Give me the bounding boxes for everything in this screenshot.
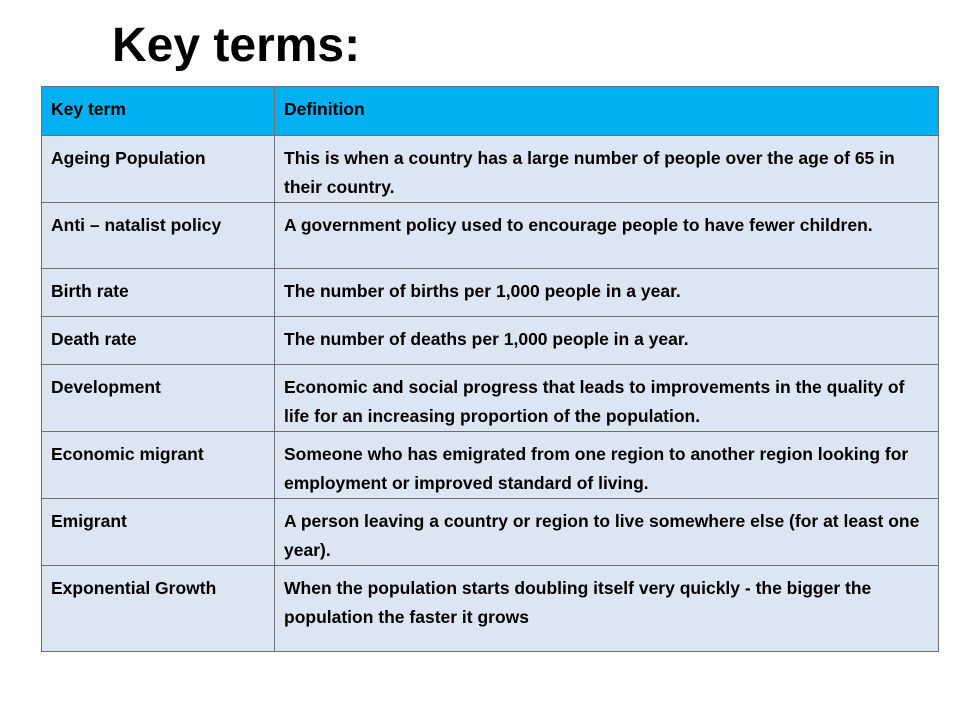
header-definition: Definition [275,87,939,136]
header-key-term: Key term [42,87,275,136]
term-cell: Ageing Population [42,136,275,203]
term-cell: Exponential Growth [42,566,275,652]
table-row [42,566,939,652]
table-row [42,317,939,365]
term-cell: Anti – natalist policy [42,203,275,269]
definition-cell: A person leaving a country or region to live somewhere else (for at least one year). [275,499,939,566]
table-row [42,432,939,499]
term-cell: Death rate [42,317,275,365]
term-cell: Economic migrant [42,432,275,499]
table-row [42,203,939,269]
definition-cell: The number of births per 1,000 people in a year. [275,269,939,317]
table-row [42,269,939,317]
definition-cell: A government policy used to encourage people to have fewer children. [275,203,939,269]
definition-cell: This is when a country has a large number of people over the age of 65 in their country. [275,136,939,203]
table-row [42,499,939,566]
term-cell: Development [42,365,275,432]
table-header-row [42,87,939,136]
table-row [42,365,939,432]
term-cell: Emigrant [42,499,275,566]
definition-cell: Someone who has emigrated from one region to another region looking for employment or improved standard of living. [275,432,939,499]
term-cell: Birth rate [42,269,275,317]
page-title: Key terms: [112,19,361,72]
definition-cell: When the population starts doubling itself very quickly - the bigger the population the faster it grows [275,566,939,652]
key-terms-table [41,86,939,652]
definition-cell: The number of deaths per 1,000 people in a year. [275,317,939,365]
definition-cell: Economic and social progress that leads to improvements in the quality of life for an increasing proportion of the population. [275,365,939,432]
table-row [42,136,939,203]
